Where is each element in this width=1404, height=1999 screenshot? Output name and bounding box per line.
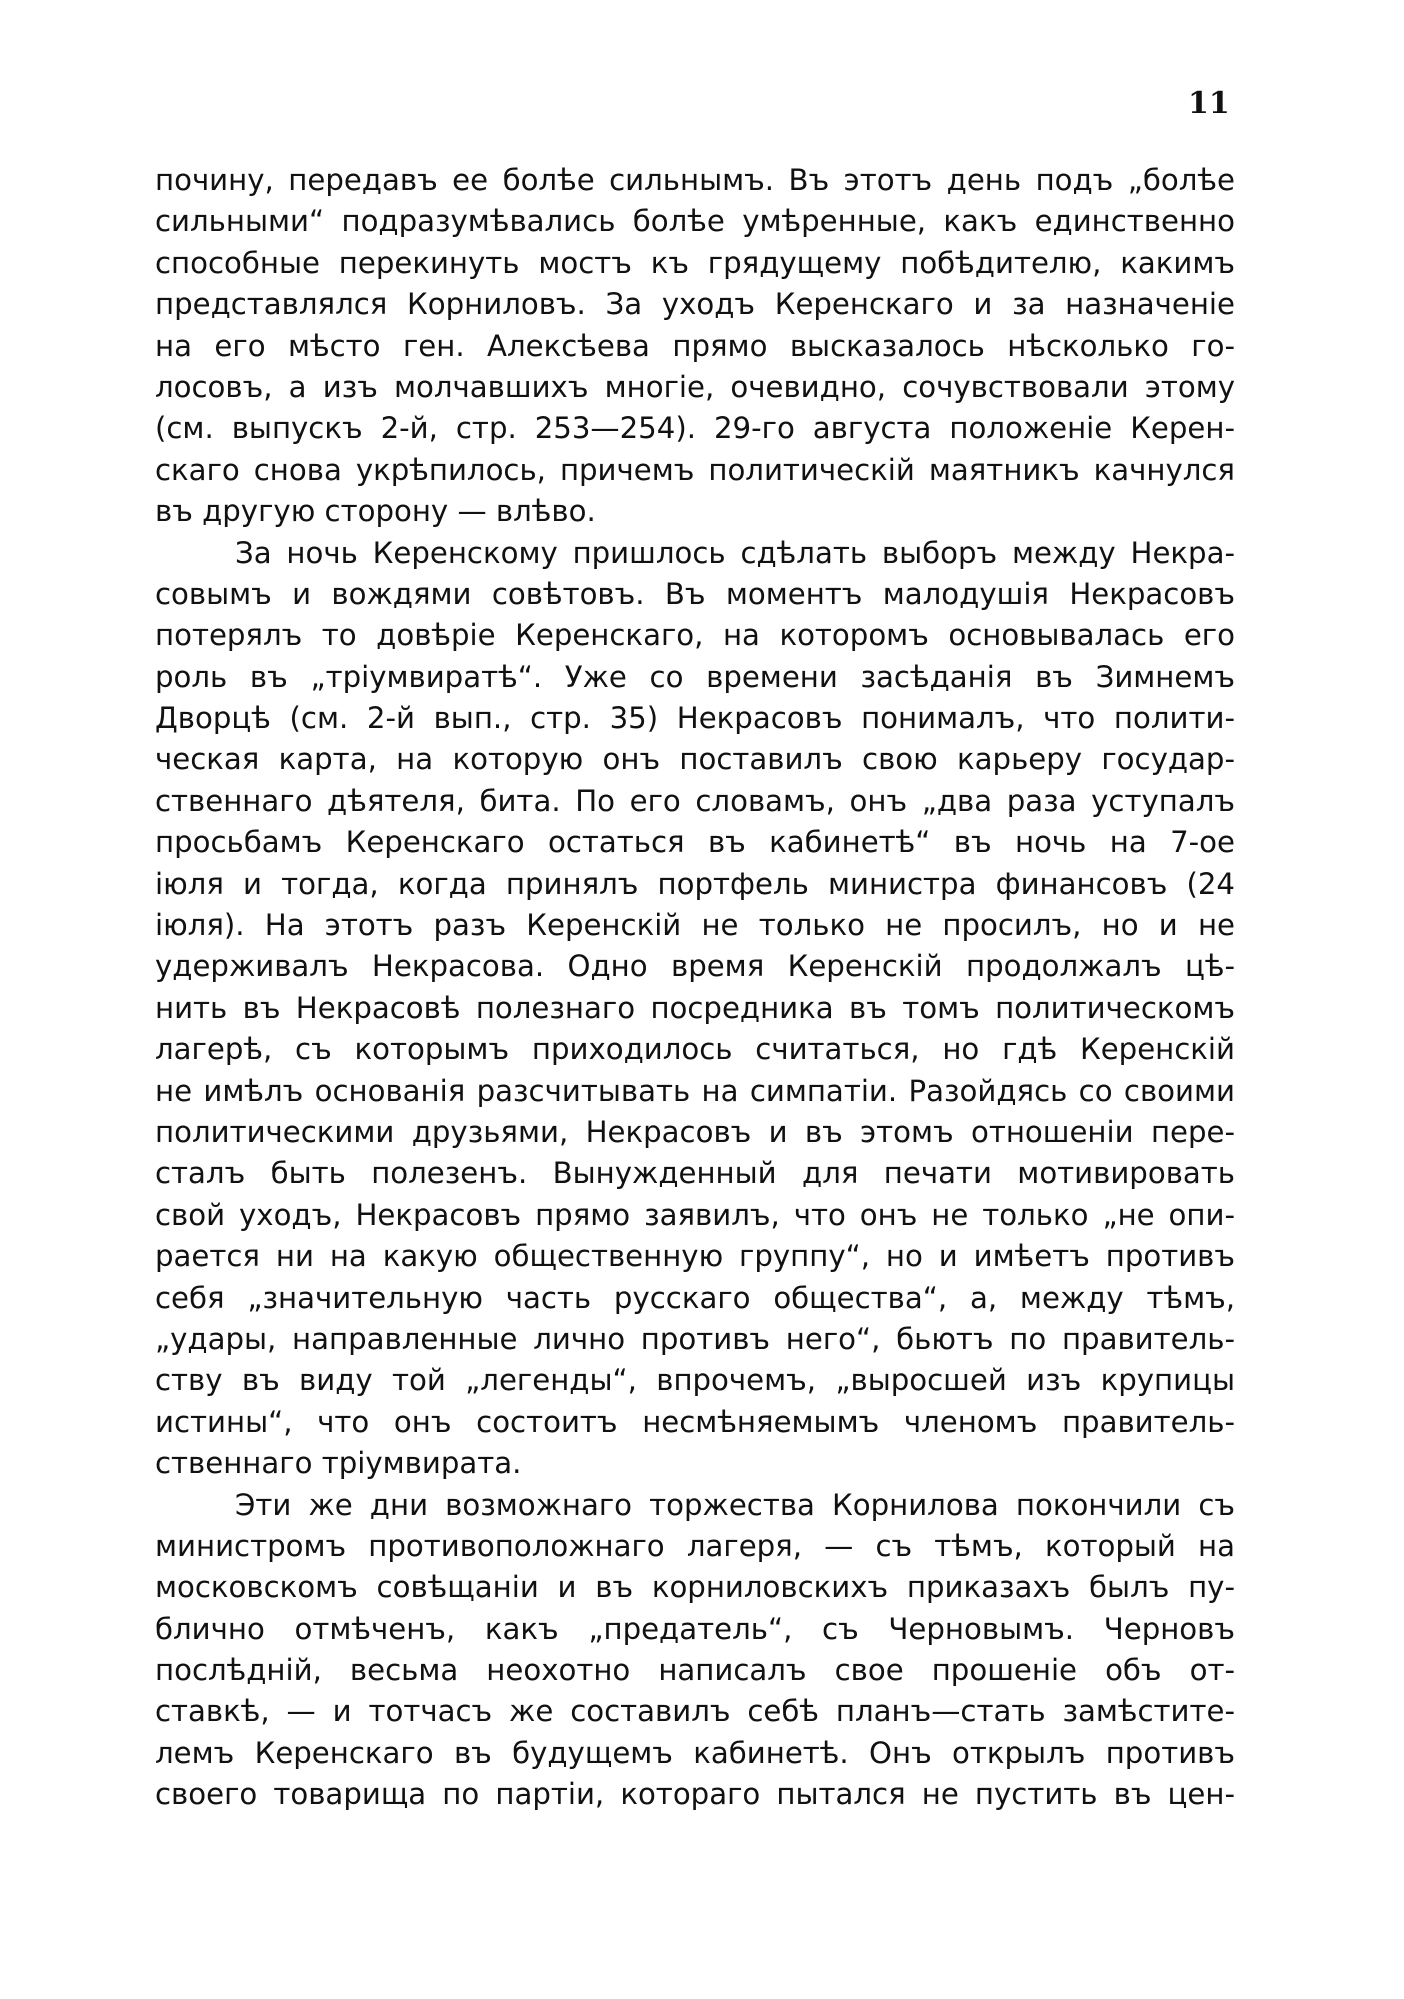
text-line: лагерѣ, съ которымъ приходилось считаться, но гдѣ Керенскій xyxy=(155,1032,1235,1067)
text-line: блично отмѣченъ, какъ „предатель“, съ Черновымъ. Черновъ xyxy=(155,1611,1235,1646)
text-line: роль въ „тріумвиратѣ“. Уже со времени засѣданія въ Зимнемъ xyxy=(155,659,1235,694)
text-line: представлялся Корниловъ. За уходъ Керенскаго и за назначеніе xyxy=(155,287,1235,322)
text-line: іюля и тогда, когда принялъ портфель министра финансовъ (24 xyxy=(155,866,1235,901)
text-line: рается ни на какую общественную группу“, но и имѣетъ противъ xyxy=(155,1239,1235,1274)
text-line: „удары, направленные лично противъ него“, бьютъ по правитель- xyxy=(155,1321,1235,1356)
text-line: истины“, что онъ состоитъ несмѣняемымъ членомъ правитель- xyxy=(155,1404,1235,1439)
text-line: политическими друзьями, Некрасовъ и въ этомъ отношеніи пере- xyxy=(155,1114,1235,1149)
text-line: на его мѣсто ген. Алексѣева прямо высказалось нѣсколько го- xyxy=(155,328,1235,363)
text-line: (см. выпускъ 2-й, стр. 253—254). 29-го августа положеніе Керен- xyxy=(155,411,1235,446)
text-line: министромъ противоположнаго лагеря, — съ тѣмъ, который на xyxy=(155,1528,1235,1563)
page-body-text xyxy=(155,160,1235,1816)
text-line: себя „значительную часть русскаго общества“, а, между тѣмъ, xyxy=(155,1280,1235,1315)
text-line: іюля). На этотъ разъ Керенскій не только не просилъ, но и не xyxy=(155,908,1235,943)
text-line: ственнаго дѣятеля, бита. По его словамъ, онъ „два раза уступалъ xyxy=(155,783,1235,818)
text-line: совымъ и вождями совѣтовъ. Въ моментъ малодушія Некрасовъ xyxy=(155,576,1235,611)
text-line: лемъ Керенскаго въ будущемъ кабинетѣ. Онъ открылъ противъ xyxy=(155,1735,1235,1770)
text-line: Эти же дни возможнаго торжества Корнилова покончили съ xyxy=(235,1487,1235,1522)
text-line: нить въ Некрасовѣ полезнаго посредника въ томъ политическомъ xyxy=(155,990,1235,1025)
text-line: ставкѣ, — и тотчасъ же составилъ себѣ планъ—стать замѣстите- xyxy=(155,1694,1235,1729)
text-line: скаго снова укрѣпилось, причемъ политическій маятникъ качнулся xyxy=(155,452,1235,487)
text-line: сильными“ подразумѣвались болѣе умѣренные, какъ единственно xyxy=(155,204,1235,239)
text-line: не имѣлъ основанія разсчитывать на симпатіи. Разойдясь со своими xyxy=(155,1073,1235,1108)
text-line: въ другую сторону — влѣво. xyxy=(155,494,596,529)
text-line: просьбамъ Керенскаго остаться въ кабинетѣ“ въ ночь на 7-ое xyxy=(155,825,1235,860)
text-line: своего товарища по партіи, котораго пытался не пустить въ цен- xyxy=(155,1777,1235,1812)
text-line: московскомъ совѣщаніи и въ корниловскихъ приказахъ былъ пу- xyxy=(155,1570,1235,1605)
text-line: ственнаго тріумвирата. xyxy=(155,1446,522,1481)
text-line: почину, передавъ ее болѣе сильнымъ. Въ этотъ день подъ „болѣе xyxy=(155,163,1235,197)
text-line: потерялъ то довѣріе Керенскаго, на которомъ основывалась его xyxy=(155,618,1235,653)
paragraph xyxy=(155,160,1235,533)
text-line: свой уходъ, Некрасовъ прямо заявилъ, что онъ не только „не опи- xyxy=(155,1197,1235,1232)
text-line: Дворцѣ (см. 2-й вып., стр. 35) Некрасовъ понималъ, что полити- xyxy=(155,701,1235,736)
text-line: ству въ виду той „легенды“, впрочемъ, „выросшей изъ крупицы xyxy=(155,1363,1235,1398)
page-number: 11 xyxy=(1188,86,1230,121)
text-line: лосовъ, а изъ молчавшихъ многіе, очевидно, сочувствовали этому xyxy=(155,369,1235,404)
text-line: сталъ быть полезенъ. Вынужденный для печати мотивировать xyxy=(155,1156,1235,1191)
paragraph xyxy=(155,533,1235,1485)
text-line: ческая карта, на которую онъ поставилъ свою карьеру государ- xyxy=(155,742,1235,777)
text-line: послѣдній, весьма неохотно написалъ свое прошеніе объ от- xyxy=(155,1653,1235,1688)
text-line: удерживалъ Некрасова. Одно время Керенскій продолжалъ цѣ- xyxy=(155,949,1235,984)
text-line: За ночь Керенскому пришлось сдѣлать выборъ между Некра- xyxy=(235,535,1235,570)
paragraph xyxy=(155,1485,1235,1816)
text-line: способные перекинуть мостъ къ грядущему побѣдителю, какимъ xyxy=(155,245,1235,280)
